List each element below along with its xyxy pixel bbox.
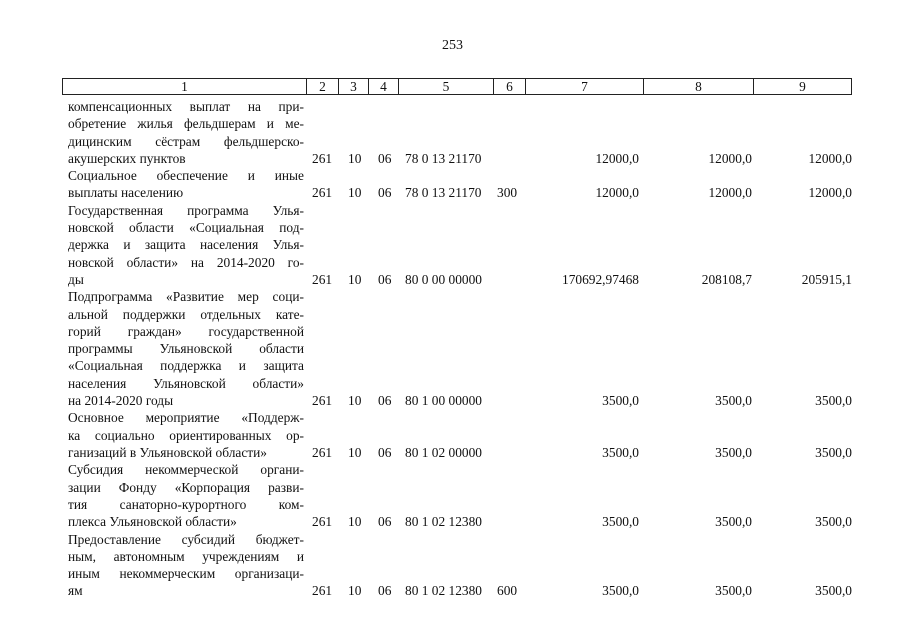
cell-c2: 261 bbox=[312, 150, 333, 166]
cell-c9: 3500,0 bbox=[815, 393, 852, 409]
description-line: выплаты населению bbox=[68, 185, 184, 201]
cell-c7: 3500,0 bbox=[602, 444, 639, 460]
description-line: дицинским сёстрам фельдшерско- bbox=[68, 133, 304, 149]
description-line: ганизаций в Ульяновской области» bbox=[68, 444, 267, 460]
cell-c9: 3500,0 bbox=[815, 444, 852, 460]
cell-c5: 80 0 00 00000 bbox=[405, 271, 482, 287]
table-row bbox=[0, 167, 905, 202]
row-description bbox=[68, 409, 304, 461]
description-line: ным, автономным учреждениям и bbox=[68, 548, 304, 564]
description-line: Государственная программа Улья- bbox=[68, 202, 304, 218]
description-line: иным некоммерческим организаци- bbox=[68, 566, 304, 582]
description-line: новской области» на 2014-2020 го- bbox=[68, 254, 304, 270]
cell-c8: 3500,0 bbox=[715, 444, 752, 460]
row-description bbox=[68, 98, 304, 167]
description-line: «Социальная поддержка и защита bbox=[68, 358, 304, 374]
page-number: 253 bbox=[442, 38, 463, 53]
cell-c7: 3500,0 bbox=[602, 514, 639, 530]
header-col-7: 7 bbox=[526, 79, 644, 94]
cell-c5: 80 1 02 12380 bbox=[405, 583, 482, 599]
cell-c8: 12000,0 bbox=[708, 185, 752, 201]
description-line: населения Ульяновской области» bbox=[68, 375, 304, 391]
cell-c5: 78 0 13 21170 bbox=[405, 150, 482, 166]
cell-c8: 12000,0 bbox=[708, 150, 752, 166]
cell-c9: 12000,0 bbox=[808, 185, 852, 201]
cell-c5: 80 1 02 12380 bbox=[405, 514, 482, 530]
cell-c8: 3500,0 bbox=[715, 393, 752, 409]
cell-c3: 10 bbox=[348, 514, 362, 530]
cell-c9: 12000,0 bbox=[808, 150, 852, 166]
table-row bbox=[0, 461, 905, 530]
description-line: ка социально ориентированных ор- bbox=[68, 427, 304, 443]
header-col-8: 8 bbox=[644, 79, 754, 94]
description-line: тия санаторно-курортного ком- bbox=[68, 496, 304, 512]
cell-c8: 208108,7 bbox=[701, 271, 752, 287]
header-col-4: 4 bbox=[369, 79, 399, 94]
row-description bbox=[68, 461, 304, 530]
header-col-3: 3 bbox=[339, 79, 369, 94]
table-header-row bbox=[62, 78, 852, 95]
description-line: Предоставление субсидий бюджет- bbox=[68, 531, 304, 547]
cell-c7: 170692,97468 bbox=[562, 271, 639, 287]
cell-c8: 3500,0 bbox=[715, 583, 752, 599]
header-col-9: 9 bbox=[799, 79, 806, 94]
row-description bbox=[68, 167, 304, 202]
row-description bbox=[68, 531, 304, 600]
description-line: на 2014-2020 годы bbox=[68, 393, 174, 409]
description-line: плекса Ульяновской области» bbox=[68, 514, 237, 530]
table-row bbox=[0, 409, 905, 461]
header-col-1: 1 bbox=[63, 79, 307, 94]
table-row bbox=[0, 202, 905, 289]
cell-c2: 261 bbox=[312, 185, 333, 201]
cell-c3: 10 bbox=[348, 583, 362, 599]
description-line: компенсационных выплат на при- bbox=[68, 99, 304, 114]
cell-c6: 300 bbox=[497, 185, 518, 201]
cell-c6: 600 bbox=[497, 583, 518, 599]
description-line: Подпрограмма «Развитие мер соци- bbox=[68, 289, 304, 305]
row-description bbox=[68, 202, 304, 288]
description-line: Основное мероприятие «Поддерж- bbox=[68, 410, 304, 426]
cell-c2: 261 bbox=[312, 393, 333, 409]
cell-c5: 78 0 13 21170 bbox=[405, 185, 482, 201]
cell-c3: 10 bbox=[348, 271, 362, 287]
cell-c4: 06 bbox=[378, 271, 392, 287]
description-line: ды bbox=[68, 271, 84, 287]
description-line: акушерских пунктов bbox=[68, 150, 186, 166]
description-line: ям bbox=[68, 583, 83, 599]
cell-c9: 3500,0 bbox=[815, 514, 852, 530]
cell-c9: 205915,1 bbox=[801, 271, 852, 287]
cell-c4: 06 bbox=[378, 444, 392, 460]
cell-c7: 3500,0 bbox=[602, 393, 639, 409]
cell-c3: 10 bbox=[348, 150, 362, 166]
cell-c7: 3500,0 bbox=[602, 583, 639, 599]
description-line: Субсидия некоммерческой органи- bbox=[68, 462, 304, 478]
cell-c9: 3500,0 bbox=[815, 583, 852, 599]
cell-c3: 10 bbox=[348, 393, 362, 409]
cell-c8: 3500,0 bbox=[715, 514, 752, 530]
cell-c7: 12000,0 bbox=[595, 150, 639, 166]
description-line: Социальное обеспечение и иные bbox=[68, 168, 304, 184]
cell-c2: 261 bbox=[312, 514, 333, 530]
cell-c3: 10 bbox=[348, 185, 362, 201]
table-row bbox=[0, 98, 905, 167]
cell-c4: 06 bbox=[378, 185, 392, 201]
cell-c7: 12000,0 bbox=[595, 185, 639, 201]
cell-c5: 80 1 00 00000 bbox=[405, 393, 482, 409]
description-line: альной поддержки отдельных кате- bbox=[68, 306, 304, 322]
description-line: зации Фонду «Корпорация разви- bbox=[68, 479, 304, 495]
cell-c3: 10 bbox=[348, 444, 362, 460]
description-line: обретение жилья фельдшерам и ме- bbox=[68, 116, 304, 132]
table-row bbox=[0, 288, 905, 409]
description-line: держка и защита населения Улья- bbox=[68, 237, 304, 253]
cell-c4: 06 bbox=[378, 514, 392, 530]
cell-c2: 261 bbox=[312, 444, 333, 460]
description-line: программы Ульяновской области bbox=[68, 341, 304, 357]
header-col-2: 2 bbox=[307, 79, 339, 94]
description-line: новской области «Социальная под- bbox=[68, 220, 304, 236]
row-description bbox=[68, 288, 304, 409]
header-col-5: 5 bbox=[399, 79, 494, 94]
header-col-6: 6 bbox=[494, 79, 526, 94]
cell-c4: 06 bbox=[378, 583, 392, 599]
cell-c4: 06 bbox=[378, 150, 392, 166]
cell-c4: 06 bbox=[378, 393, 392, 409]
cell-c2: 261 bbox=[312, 271, 333, 287]
description-line: горий граждан» государственной bbox=[68, 323, 304, 339]
cell-c5: 80 1 02 00000 bbox=[405, 444, 482, 460]
cell-c2: 261 bbox=[312, 583, 333, 599]
table-row bbox=[0, 531, 905, 600]
